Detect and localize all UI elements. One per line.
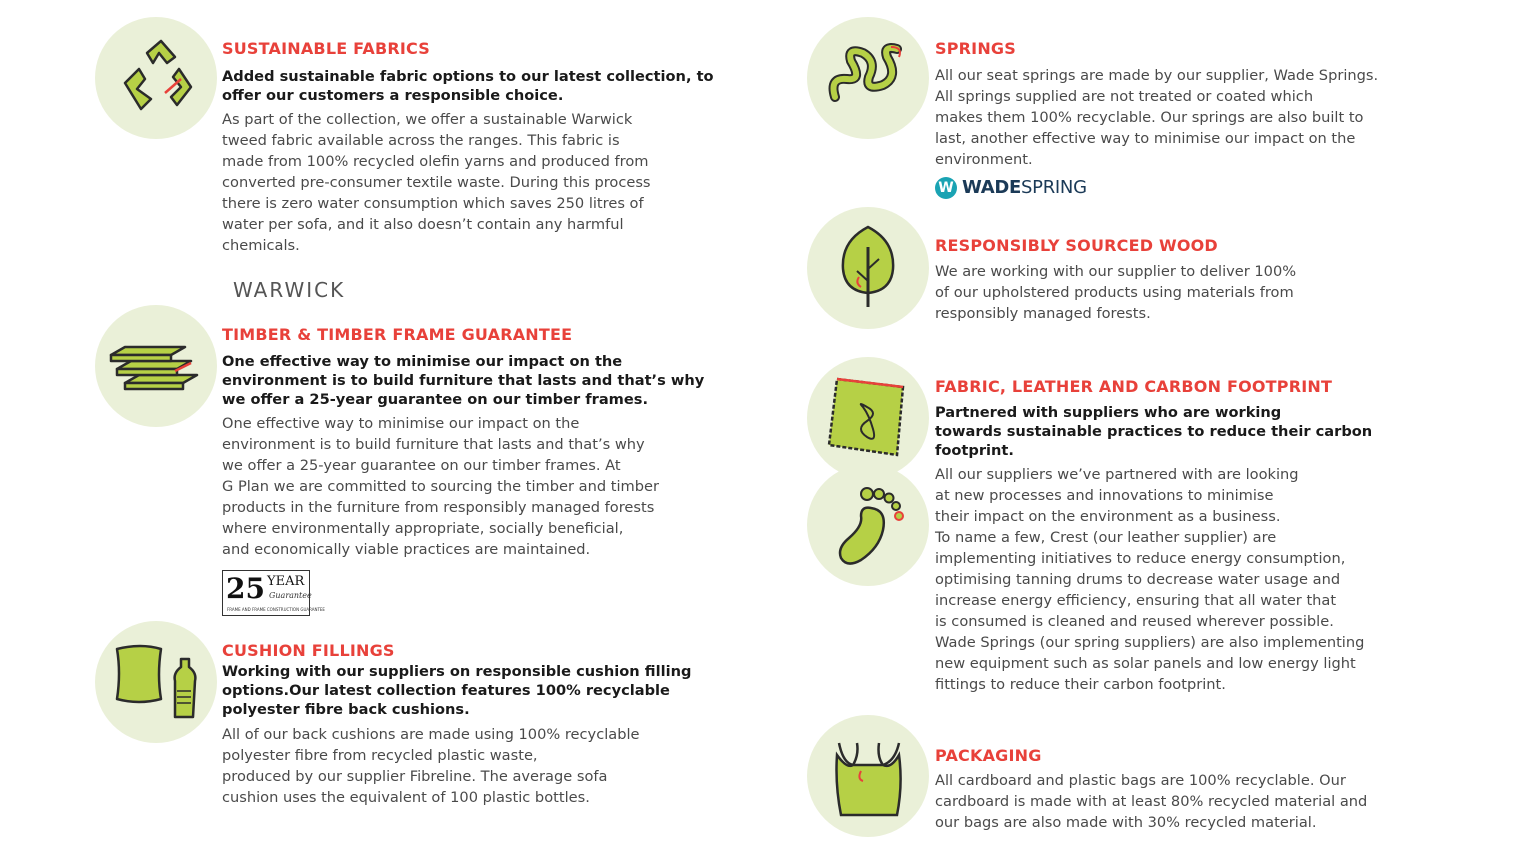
leather-icon-circle <box>807 357 929 479</box>
timber-body: One effective way to minimise our impact on the environment is to build furniture that lasts and that’s why we offer a 25-year guarantee on our timber frames. At G Plan we are committed to sourcing the timber and timber products in the furniture from responsibly managed forests where environmentally appropriate, socially beneficial, and economically viable practices are maintained. <box>222 415 659 558</box>
timber-title: TIMBER & TIMBER FRAME GUARANTEE <box>222 325 573 344</box>
fabrics-body: As part of the collection, we offer a sustainable Warwick tweed fabric available across the ranges. This fabric is made from 100% recycled olefin yarns and produced from converted pre-consumer textile waste. During this process there is zero water consumption which saves 250 litres of water per sofa, and it also doesn’t contain any harmful chemicals. <box>222 111 651 254</box>
leather-swatch-icon <box>807 357 929 479</box>
packaging-title: PACKAGING <box>935 746 1042 765</box>
tree-icon-circle <box>807 207 929 329</box>
fabrics-title: SUSTAINABLE FABRICS <box>222 39 431 58</box>
springs-title: SPRINGS <box>935 39 1016 58</box>
recycle-icon-circle <box>95 17 217 139</box>
footprint-icon <box>807 464 929 586</box>
spring-icon-circle <box>807 17 929 139</box>
timber-planks-icon <box>95 305 217 427</box>
cushion-bottle-icon <box>95 621 217 743</box>
timber-icon-circle <box>95 305 217 427</box>
warwick-logo: WARWICK <box>233 278 346 302</box>
carbon-title: FABRIC, LEATHER AND CARBON FOOTPRINT <box>935 377 1333 396</box>
fabrics-lead: Added sustainable fabric options to our latest collection, to offer our customers a responsible choice. <box>222 68 714 104</box>
25-year-guarantee-badge: 25 YEAR Guarantee FRAME AND FRAME CONSTRUCTION GUARANTEE <box>222 570 310 616</box>
bag-icon <box>807 715 929 837</box>
cushion-body: All of our back cushions are made using 100% recyclable polyester fibre from recycled plastic waste, produced by our supplier Fibreline. The average sofa cushion uses the equivalent of 100 plastic bottles. <box>222 726 640 806</box>
timber-lead: One effective way to minimise our impact on the environment is to build furniture that lasts and that’s why we offer a 25-year guarantee on our timber frames. <box>222 353 705 408</box>
wood-title: RESPONSIBLY SOURCED WOOD <box>935 236 1218 255</box>
bag-icon-circle <box>807 715 929 837</box>
wade-logo-text: WADESPRING <box>962 177 1087 198</box>
packaging-body: All cardboard and plastic bags are 100% recyclable. Our cardboard is made with at least 80% recycled material and our bags are also made with 30% recycled material. <box>935 772 1368 831</box>
cushion-icon-circle <box>95 621 217 743</box>
cushion-lead: Working with our suppliers on responsible cushion filling options.Our latest collection features 100% recyclable polyester fibre back cushions. <box>222 663 692 718</box>
recycle-icon <box>95 17 217 139</box>
carbon-body: All our suppliers we’ve partnered with are looking at new processes and innovations to minimise their impact on the environment as a business. To name a few, Crest (our leather supplier) are implementing initiatives to reduce energy consumption, optimising tanning drums to decrease water usage and increase energy efficiency, ensuring that all water that is consumed is cleaned and reused wherever possible. Wade Springs (our spring suppliers) are also implementing new equipment such as solar panels and low energy light fittings to reduce their carbon footprint. <box>935 466 1365 693</box>
tree-icon <box>807 207 929 329</box>
footprint-icon-circle <box>807 464 929 586</box>
springs-body: All our seat springs are made by our supplier, Wade Springs. All springs supplied are not treated or coated which makes them 100% recyclable. Our springs are also built to last, another effective way to minimise our impact on the environment. <box>935 67 1379 168</box>
carbon-lead: Partnered with suppliers who are working towards sustainable practices to reduce their carbon footprint. <box>935 404 1373 459</box>
wood-body: We are working with our supplier to deliver 100% of our upholstered products using materials from responsibly managed forests. <box>935 263 1297 322</box>
spring-icon <box>807 17 929 139</box>
cushion-title: CUSHION FILLINGS <box>222 641 395 660</box>
wade-logo-mark: W <box>935 177 957 199</box>
